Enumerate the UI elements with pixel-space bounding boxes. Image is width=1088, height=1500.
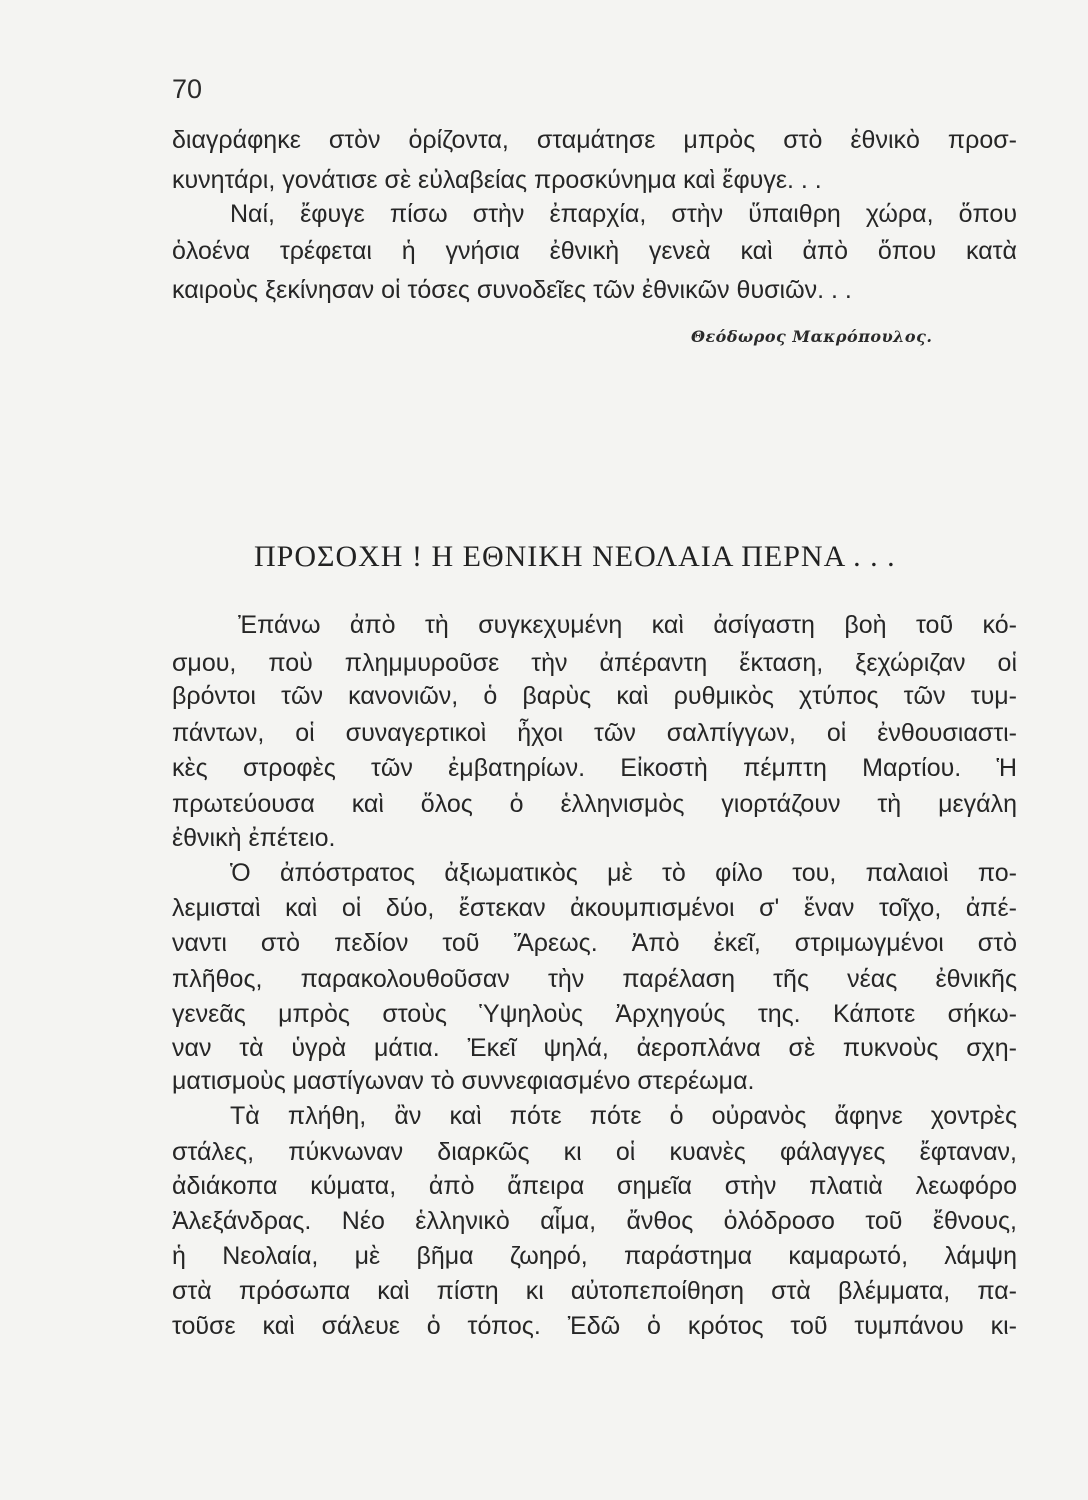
- text-line: καιροὺς ξεκίνησαν οἱ τόσες συνοδεῖες τῶν ἐθνικῶν θυσιῶν. . .: [172, 276, 852, 304]
- page-number: 70: [172, 74, 203, 104]
- text-line: ἐθνικὴ ἐπέτειο.: [172, 824, 336, 852]
- text-line: σμου, ποὺ πλημμυροῦσε τὴν ἀπέραντη ἔκταση, ξεχώριζαν οἱ: [172, 649, 1017, 677]
- text-line: στὰ πρόσωπα καὶ πίστη κι αὐτοπεποίθηση στὰ βλέμματα, πα-: [172, 1277, 1017, 1305]
- section-heading: ΠΡΟΣΟΧΗ ! Η ΕΘΝΙΚΗ ΝΕΟΛΑΙΑ ΠΕΡΝΑ . . .: [254, 540, 896, 573]
- text-line: πάντων, οἱ συναγερτικοὶ ἦχοι τῶν σαλπίγγων, οἱ ἐνθουσιαστι-: [172, 719, 1017, 747]
- text-line: λεμισταὶ καὶ οἱ δύο, ἔστεκαν ἀκουμπισμένοι σ' ἕναν τοῖχο, ἀπέ-: [172, 894, 1017, 922]
- text-line: γενεᾶς μπρὸς στοὺς Ὑψηλοὺς Ἀρχηγούς της. Κάποτε σήκω-: [172, 1000, 1017, 1028]
- text-line: διαγράφηκε στὸν ὁρίζοντα, σταμάτησε μπρὸς στὸ ἐθνικὸ προσ-: [172, 126, 1017, 154]
- text-line: κυνητάρι, γονάτισε σὲ εὐλαβείας προσκύνημα καὶ ἔφυγε. . .: [172, 166, 822, 194]
- text-line: ματισμοὺς μαστίγωναν τὸ συννεφιασμένο στερέωμα.: [172, 1067, 755, 1095]
- text-line: κὲς στροφὲς τῶν ἐμβατηρίων. Εἰκοστὴ πέμπτη Μαρτίου. Ἡ: [172, 754, 1017, 782]
- text-line: ἡ Νεολαία, μὲ βῆμα ζωηρό, παράστημα καμαρωτό, λάμψη: [172, 1242, 1017, 1270]
- text-line: τοῦσε καὶ σάλευε ὁ τόπος. Ἐδῶ ὁ κρότος τοῦ τυμπάνου κι-: [172, 1312, 1017, 1340]
- author-signature: Θεόδωρος Μακρόπουλος.: [691, 327, 933, 346]
- text-line: στάλες, πύκνωναν διαρκῶς κι οἱ κυανὲς φάλαγγες ἔφταναν,: [172, 1138, 1017, 1166]
- text-line: ναν τὰ ὑγρὰ μάτια. Ἐκεῖ ψηλά, ἀεροπλάνα σὲ πυκνοὺς σχη-: [172, 1034, 1017, 1062]
- text-line: Ὁ ἀπόστρατος ἀξιωματικὸς μὲ τὸ φίλο του, παλαιοὶ πο-: [230, 859, 1017, 887]
- text-line: πρωτεύουσα καὶ ὅλος ὁ ἑλληνισμὸς γιορτάζουν τὴ μεγάλη: [172, 790, 1017, 818]
- text-line: Ἀλεξάνδρας. Νέο ἑλληνικὸ αἷμα, ἄνθος ὁλόδροσο τοῦ ἔθνους,: [172, 1207, 1017, 1235]
- text-line: ὁλοένα τρέφεται ἡ γνήσια ἐθνικὴ γενεὰ καὶ ἀπὸ ὅπου κατὰ: [172, 237, 1017, 265]
- text-line: Ναί, ἔφυγε πίσω στὴν ἐπαρχία, στὴν ὕπαιθρη χώρα, ὅπου: [230, 200, 1017, 228]
- text-line: βρόντοι τῶν κανονιῶν, ὁ βαρὺς καὶ ρυθμικὸς χτύπος τῶν τυμ-: [172, 682, 1017, 710]
- text-line: Τὰ πλήθη, ἂν καὶ πότε πότε ὁ οὐρανὸς ἄφηνε χοντρὲς: [230, 1102, 1017, 1130]
- text-line: πλῆθος, παρακολουθοῦσαν τὴν παρέλαση τῆς νέας ἐθνικῆς: [172, 965, 1017, 993]
- text-line: ἀδιάκοπα κύματα, ἀπὸ ἄπειρα σημεῖα στὴν πλατιὰ λεωφόρο: [172, 1172, 1017, 1200]
- text-line: Ἐπάνω ἀπὸ τὴ συγκεχυμένη καὶ ἀσίγαστη βοὴ τοῦ κό-: [238, 611, 1017, 639]
- text-line: ναντι στὸ πεδίον τοῦ Ἄρεως. Ἀπὸ ἐκεῖ, στριμωγμένοι στὸ: [172, 929, 1017, 957]
